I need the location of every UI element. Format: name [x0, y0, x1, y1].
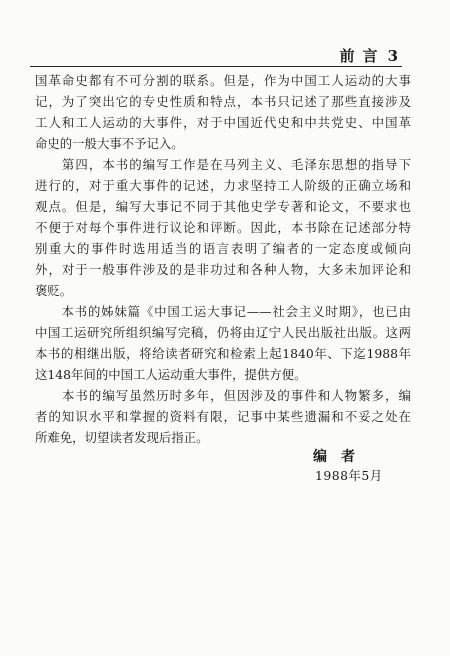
text-line: 褒贬。 — [35, 283, 73, 298]
text-line: 者的知识水平和掌握的资料有限，记事中某些遗漏和不妥之处在 — [35, 409, 411, 424]
text-line: 工人和工人运动的大事件，对于中国近代史和中共党史、中国革 — [35, 115, 411, 130]
running-header — [340, 45, 398, 66]
section-title: 前言 — [339, 47, 386, 65]
text-line: 别重大的事件时选用适当的语言表明了编者的一定态度或倾向 — [35, 241, 411, 256]
paragraph — [35, 154, 411, 301]
author-signature: 编者 — [313, 449, 369, 465]
signature-date: 1988年5月 — [315, 468, 383, 483]
text-line: 外，对于一般事件涉及的是非功过和各种人物，大多未加评论和 — [35, 262, 411, 277]
paragraph — [35, 385, 411, 448]
text-line: 这148年间的中国工人运动重大事件，提供方便。 — [35, 367, 307, 382]
text-line: 本书的编写虽然历时多年，但因涉及的事件和人物繁多，编 — [35, 388, 411, 403]
text-line: 进行的，对于重大事件的记述，力求坚持工人阶级的正确立场和 — [35, 178, 411, 193]
paragraph — [35, 301, 411, 385]
text-line: 观点。但是，编写大事记不同于其他史学专著和论文，不要求也 — [35, 199, 411, 214]
text-line: 所难免，切望读者发现后指正。 — [35, 430, 209, 445]
text-line: 记，为了突出它的专史性质和特点，本书只记述了那些直接涉及 — [35, 94, 411, 109]
header-rule — [30, 66, 402, 67]
text-line: 本书的相继出版，将给读者研究和检索上起1840年、下迄1988年 — [35, 346, 411, 361]
page-number: 3 — [387, 47, 398, 65]
text-line: 中国工运研究所组织编写完稿，仍将由辽宁人民出版社出版。这两 — [35, 325, 411, 340]
preface-body — [35, 70, 411, 448]
paragraph — [35, 70, 411, 154]
text-line: 国革命史都有不可分割的联系。但是，作为中国工人运动的大事 — [35, 73, 411, 88]
text-line: 第四，本书的编写工作是在马列主义、毛泽东思想的指导下 — [35, 157, 411, 172]
text-line: 命史的一般大事不予记入。 — [35, 136, 184, 151]
text-line: 不便于对每个事件进行议论和评断。因此，本书除在记述部分特 — [35, 220, 411, 235]
text-line: 本书的姊妹篇《中国工运大事记——社会主义时期》，也已由 — [35, 304, 411, 319]
